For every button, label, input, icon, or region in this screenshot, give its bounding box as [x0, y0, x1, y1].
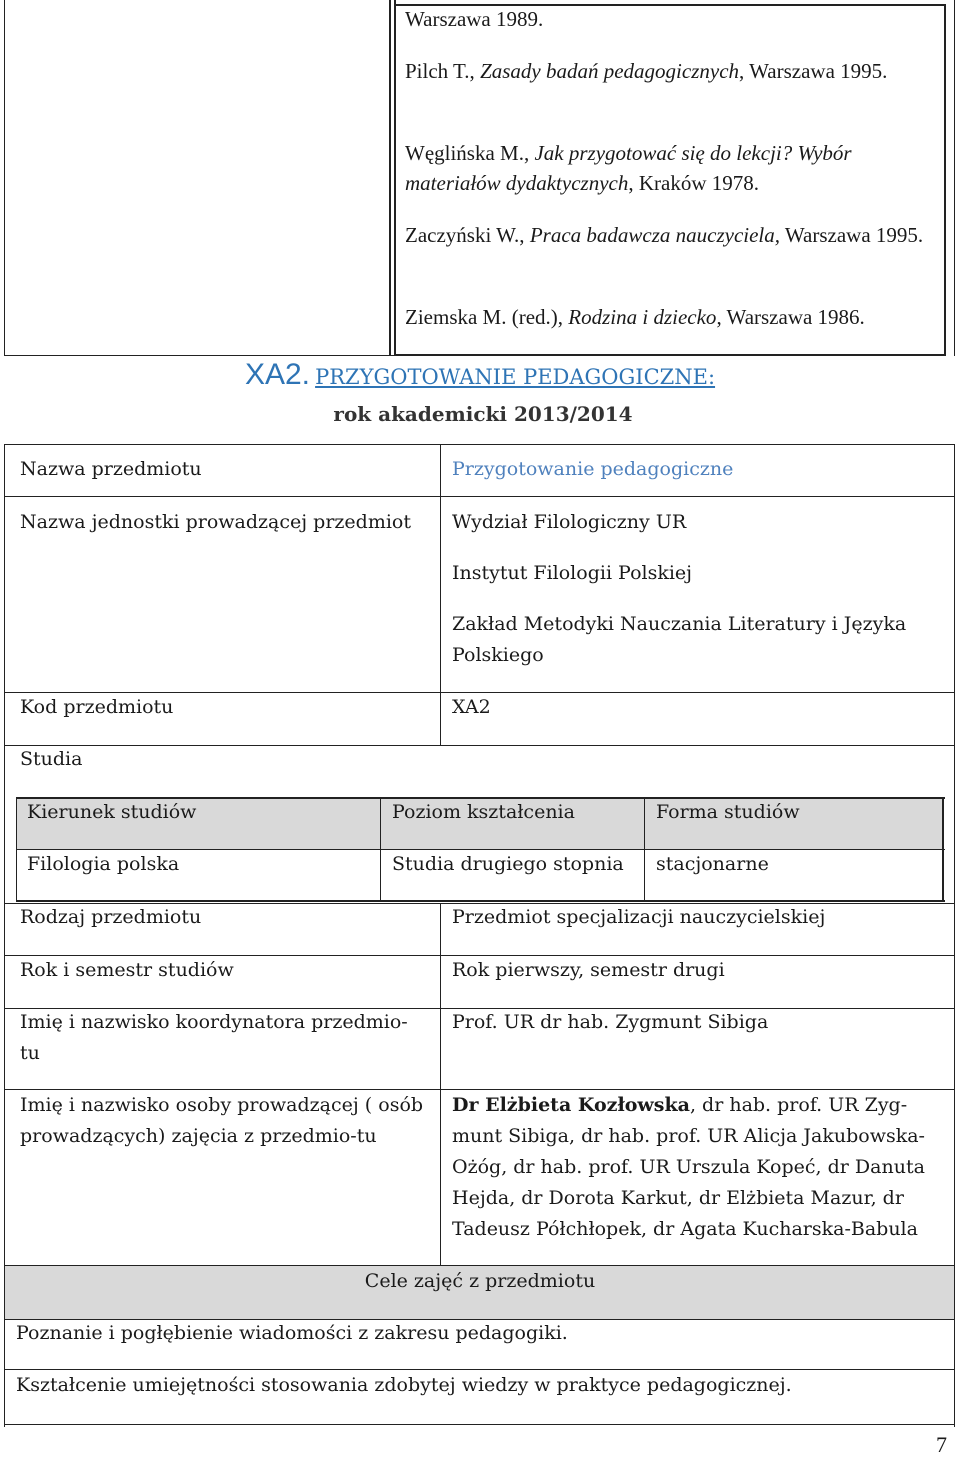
reference-item [405, 138, 935, 198]
reference-rest: , Warszawa 1986. [716, 305, 865, 329]
year-semester-value: Rok pierwszy, semestr drugi [452, 959, 725, 981]
subject-code-value: XA2 [452, 696, 491, 718]
year-semester-label: Rok i semestr studiów [20, 959, 234, 981]
reference-title: Rodzina i dziecko [568, 305, 717, 329]
instructor-list: , dr hab. prof. UR Zyg-munt Sibiga, dr hab. prof. UR Alicja Jakubowska-Ożóg, dr hab. prof. UR Urszula Kopeć, dr Danuta Hejda, dr Dorota Karkut, dr Elżbieta Mazur, dr Tadeusz Półchłopek, dr Agata Kucharska-Babula [452, 1094, 925, 1240]
reference-title: Jak przygotować się do lekcji? Wybór materiałów dydaktycznych [405, 141, 852, 195]
section-heading [0, 358, 960, 392]
unit-value-institute: Instytut Filologii Polskiej [452, 562, 693, 584]
reference-item [405, 302, 935, 332]
studies-value-field: Filologia polska [27, 853, 180, 875]
unit-value-department: Zakład Metodyki Nauczania Literatury i Języka Polskiego [452, 613, 907, 666]
reference-rest: Warszawa 1995. [780, 223, 924, 247]
studies-label: Studia [20, 748, 83, 770]
instructors-value [452, 1090, 932, 1245]
unit-value-faculty: Wydział Filologiczny UR [452, 511, 687, 533]
reference-item [405, 220, 935, 250]
studies-header-field: Kierunek studiów [27, 801, 197, 823]
studies-header-form: Forma studiów [656, 801, 800, 823]
subject-name-value: Przygotowanie pedagogiczne [452, 458, 734, 480]
reference-author: Ziemska M. (red.), [405, 305, 569, 329]
subject-type-label: Rodzaj przedmiotu [20, 906, 202, 928]
reference-author: Węglińska M., [405, 141, 535, 165]
coordinator-label: Imię i nazwisko koordynatora przedmio-tu [20, 1011, 408, 1064]
reference-item [405, 56, 935, 86]
reference-title: Zasady badań pedagogicznych [480, 59, 740, 83]
coordinator-value: Prof. UR dr hab. Zygmunt Sibiga [452, 1011, 769, 1033]
studies-value-form: stacjonarne [656, 853, 769, 875]
reference-rest: , Kraków 1978. [628, 171, 760, 195]
unit-label: Nazwa jednostki prowadzącej przedmiot [20, 511, 412, 533]
academic-year: rok akademicki 2013/2014 [333, 402, 633, 426]
subject-code-label: Kod przedmiotu [20, 696, 174, 718]
subject-type-value: Przedmiot specjalizacji nauczycielskiej [452, 906, 826, 928]
studies-value-level: Studia drugiego stopnia [392, 853, 624, 875]
goal-item: Poznanie i pogłębienie wiadomości z zakresu pedagogiki. [16, 1322, 568, 1344]
section-code: XA2. [244, 358, 310, 391]
reference-rest: , Warszawa 1995. [739, 59, 888, 83]
page-number: 7 [936, 1432, 947, 1457]
goal-item: Kształcenie umiejętności stosowania zdobytej wiedzy w praktyce pedagogicznej. [16, 1374, 792, 1396]
reference-text: Warszawa 1989. [405, 7, 544, 31]
studies-header-level: Poziom kształcenia [392, 801, 575, 823]
instructors-label: Imię i nazwisko osoby prowadzącej ( osób prowadzących) zajęcia z przedmio-tu [20, 1094, 424, 1147]
reference-author: Pilch T., [405, 59, 481, 83]
subject-name-label: Nazwa przedmiotu [20, 458, 202, 480]
goals-heading: Cele zajęć z przedmiotu [364, 1270, 596, 1292]
reference-item [405, 4, 935, 34]
instructor-lead: Dr Elżbieta Kozłowska [452, 1094, 690, 1116]
reference-author: Zaczyński W., [405, 223, 530, 247]
section-title: PRZYGOTOWANIE PEDAGOGICZNE: [315, 365, 716, 389]
reference-title: Praca badawcza nauczyciela, [529, 223, 781, 247]
